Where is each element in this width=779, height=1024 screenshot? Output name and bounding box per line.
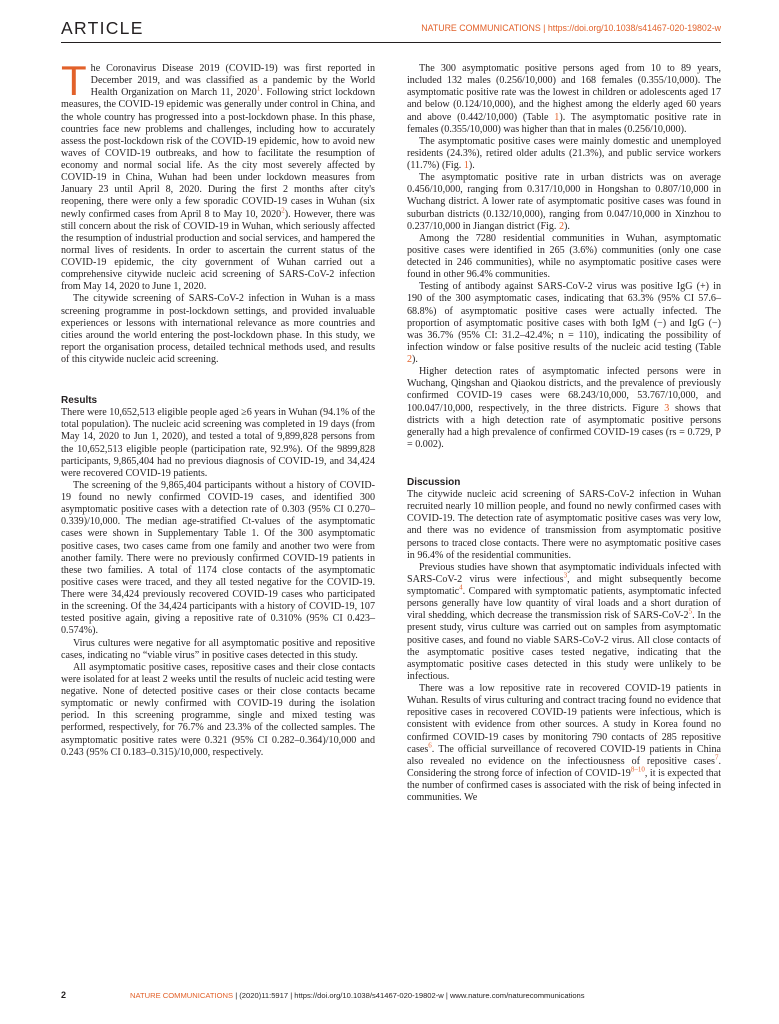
- text-span: Previous studies have shown that asymptomatic individuals infected with SARS-CoV-2 virus were infectious: [407, 561, 721, 585]
- discussion-paragraph-1: The citywide nucleic acid screening of SARS-CoV-2 infection in Wuhan recruited nearly 10 million people, and found no newly confirmed cases with COVID-19. The detection rate of asymptomatic positive cases was very low, and there was no evidence of transmission from asymptomatic positive persons to traced close contacts. There were no asymptomatic positive cases in 96.4% of the residential communities.: [407, 489, 721, 561]
- right-column: [407, 63, 721, 804]
- footer-citation: [130, 991, 585, 1000]
- text-span: The 300 asymptomatic positive persons aged from 10 to 89 years, included 132 males (0.256/10,000) and 168 females (0.355/10,000). The asymptomatic positive rate was the lowest in children or adolescents aged 17 and below (0.124/10,000), and the highest among the elderly aged 60 years and above (0.442/10,000) (Table: [407, 63, 721, 123]
- results-paragraph-10: [407, 366, 721, 451]
- figure-2-link[interactable]: 2: [558, 220, 565, 232]
- intro-text-b: . Following strict lockdown measures, the COVID-19 epidemic was generally under control in China, and the whole country has progressed into a post-lockdown phase. In this phase, countries face new problems and challenges, including how to accurately assess the post-lockdown risk of the COVID-19 epidemic, how to avoid new waves of COVID-19 outbreaks, and how to facilitate the resumption of economy and normal social life. As the city most severely affected by COVID-19 in China, Wuhan had been under lockdown measures from January 23 until April 8, 2020. During the first 2 months after city's reopening, there were only a few sporadic COVID-19 cases in Wuhan (six newly confirmed cases from April 8 to May 10, 2020: [61, 87, 375, 220]
- text-span: Higher detection rates of asymptomatic infected persons were in Wuchang, Qingshan and Qiaokou districts, and the prevalence of previously confirmed COVID-19 cases were 68.243/10,000, 53.767/10,000, and 100.047/10,000, respectively, in the three districts. Figure: [407, 366, 721, 414]
- text-span: ).: [564, 220, 570, 232]
- results-heading: Results: [61, 395, 98, 407]
- discussion-paragraph-2: [407, 562, 721, 683]
- reference-5-link[interactable]: 5: [688, 607, 693, 616]
- intro-paragraph-2: The citywide screening of SARS-CoV-2 infection in Wuhan is a mass screening programme in post-lockdown settings, and provided invaluable experiences or lessons with international relevance as more countries and cities around the world entering the post-lockdown phase. In this study, we report the organisation process, detailed technical methods used, and results of this citywide nucleic acid screening.: [61, 293, 375, 365]
- header-divider: [61, 42, 721, 43]
- text-span: ).: [468, 160, 475, 171]
- drop-cap: T: [61, 57, 87, 104]
- text-span: , and might subsequently become symptomatic: [407, 573, 721, 597]
- text-span: Testing of antibody against SARS-CoV-2 virus was positive IgG (+) in 190 of the 300 asymptomatic cases, indicating that 63.3% (95% CI 57.6–68.8%) of asymptomatic positive cases were actually infected. The proportion of asymptomatic positive cases with both IgM (−) and IgG (−) was 36.7% (95% CI: 31.2–42.4%; n = 110), indicating the possibility of infection window or false positive results of the nucleic acid testing (Table: [407, 281, 721, 353]
- results-paragraph-7: [407, 172, 721, 233]
- reference-2-link[interactable]: 2: [281, 206, 285, 215]
- reference-8-10-link[interactable]: 8–10: [630, 765, 645, 774]
- reference-4-link[interactable]: 4: [459, 583, 463, 592]
- results-paragraph-9: [407, 281, 721, 366]
- table-1-link[interactable]: 1: [554, 111, 560, 123]
- text-span: There was a low repositive rate in recovered COVID-19 patients in Wuhan. Results of virus culturing and contract tracing found no evidence that repositive cases in recovered COVID-19 patients were infectious, which is consistent with evidence from other sources. A study in Korea found no confirmed COVID-19 cases by monitoring 790 contacts of 285 repositive cases: [407, 683, 721, 755]
- table-2-link[interactable]: 2: [407, 354, 413, 365]
- reference-1-link[interactable]: 1: [256, 84, 261, 93]
- figure-3-link[interactable]: 3: [664, 402, 670, 414]
- text-span: . The official surveillance of recovered COVID-19 patients in China also revealed no evidence on the infectiousness of repositive cases: [407, 743, 721, 767]
- text-span: The asymptomatic positive rate in urban districts was on average 0.456/10,000, ranging from 0.317/10,000 in Hongshan to 0.807/10,000 in Wuchang district. A lower rate of asymptomatic positive cases was found in suburban districts (0.132/10,000), ranging from 0.047/10,000 in Xinzhou to 0.237/10,000 in Jiangan district (Fig.: [407, 172, 721, 232]
- results-paragraph-4: All asymptomatic positive cases, repositive cases and their close contacts were isolated for at least 2 weeks until the results of nucleic acid testing were negative. None of detected positive cases or their close contacts became symptomatic or newly confirmed with COVID-19 during the isolation period. In this screening programme, single and mixed testing was performed, respectively, for 76.7% and 23.3% of the collected samples. The asymptomatic positive rates were 0.321 (95% CI 0.282–0.364)/10,000 and 0.243 (95% CI 0.183–0.315)/10,000, respectively.: [61, 661, 375, 758]
- text-span: ).: [412, 354, 418, 365]
- text-span: . In the present study, virus culture was carried out on samples from asymptomatic positive cases, and found no viable SARS-CoV-2 virus. All close contacts of the asymptomatic positive cases tested negative, indicating that the asymptomatic positive cases detected in this study were unlikely to be infectious.: [407, 610, 721, 682]
- discussion-heading: Discussion: [407, 477, 461, 488]
- reference-3-link[interactable]: 3: [563, 571, 568, 580]
- reference-6-link[interactable]: 6: [428, 741, 432, 750]
- text-span: . Compared with symptomatic patients, asymptomatic infected persons generally have low quantity of viral loads and a short duration of viral shedding, which decrease the transmission risk of SARS-CoV-2: [407, 586, 721, 622]
- text-span: , it is expected that the number of confirmed cases is associated with the risk of being infected in communities. We: [407, 767, 721, 804]
- results-paragraph-3: Virus cultures were negative for all asymptomatic positive and repositive cases, indicating no “viable virus” in positive cases detected in this study.: [61, 637, 375, 661]
- footer-journal-name[interactable]: NATURE COMMUNICATIONS: [130, 991, 234, 1000]
- intro-paragraph-1: [61, 57, 375, 293]
- reference-7-link[interactable]: 7: [714, 753, 719, 762]
- footer-citation-text[interactable]: | (2020)11:5917 | https://doi.org/10.1038/s41467-020-19802-w | www.nature.com/naturecommunications: [233, 991, 585, 1000]
- text-span: ). The asymptomatic positive rate in females (0.355/10,000) was higher than that in males (0.256/10,000).: [407, 111, 721, 135]
- figure-1-link[interactable]: 1: [463, 160, 469, 171]
- results-paragraph-5: [407, 63, 721, 136]
- header-journal-doi-link[interactable]: NATURE COMMUNICATIONS | https://doi.org/10.1038/s41467-020-19802-w: [421, 23, 721, 33]
- results-paragraph-8: Among the 7280 residential communities in Wuhan, asymptomatic positive cases were identified in 265 (3.6%) communities (only one case detected in 246 communities), while no asymptomatic positive cases were found in other 96.4% communities.: [407, 232, 721, 281]
- results-paragraph-6: [407, 136, 721, 172]
- intro-text-a: he Coronavirus Disease 2019 (COVID-19) was first reported in December 2019, and was classified as a pandemic by the World Health Organization on March 11, 2020: [90, 63, 375, 99]
- article-type-label: ARTICLE: [61, 18, 144, 38]
- results-paragraph-1: There were 10,652,513 eligible people aged ≥6 years in Wuhan (94.1% of the total population). The nucleic acid screening was completed in 19 days (from May 14, 2020 to Jun 1, 2020), and tested a total of 9,899,828 persons from the 10,652,513 eligible people (participation rate, 92.9%). Of the 9899,828 participants, 9,865,404 had no previous diagnosis of COVID-19, and 34,424 were recovered COVID-19 patients.: [61, 407, 375, 479]
- intro-text-c: ). However, there was still concern about the risk of COVID-19 in Wuhan, which seriously affected the resumption of industrial production and social services, and hampered the normal lives of residents. In order to ascertain the current status of the COVID-19 epidemic, the city government of Wuhan carried out a comprehensive citywide nucleic acid screening of SARS-CoV-2 infection from May 14, 2020 to June 1, 2020.: [61, 208, 375, 293]
- discussion-paragraph-3: [407, 683, 721, 804]
- left-column: [61, 57, 375, 759]
- text-span: . Considering the strong force of infection of COVID-19: [407, 755, 721, 779]
- text-span: The asymptomatic positive cases were mainly domestic and unemployed residents (24.3%), retired older adults (21.3%), and public service workers (11.7%) (Fig.: [407, 135, 721, 171]
- text-span: shows that districts with a high detection rate of asymptomatic positive persons generally had a high prevalence of confirmed COVID-19 cases (rs = 0.729, P = 0.002).: [407, 402, 722, 450]
- results-paragraph-2: The screening of the 9,865,404 participants without a history of COVID-19 found no newly confirmed COVID-19 cases, and identified 300 asymptomatic positive cases with a detection rate of 0.303 (95% CI 0.270–0.339)/10,000. The median age-stratified Ct-values of the asymptomatic cases were shown in Supplementary Table 1. Of the 300 asymptomatic positive cases, two cases came from one family and another two were from another family. There were no previously confirmed COVID-19 patients in these two families. A total of 1174 close contacts of the asymptomatic positive cases were traced, and they all tested negative for the COVID-19. There were 34,424 previously recovered COVID-19 cases who participated in the screening. Of the 34,424 participants with a history of COVID-19, 107 tested positive again, giving a repositive rate of 0.310% (95% CI 0.423–0.574%).: [61, 479, 375, 637]
- page-number: 2: [61, 990, 67, 1000]
